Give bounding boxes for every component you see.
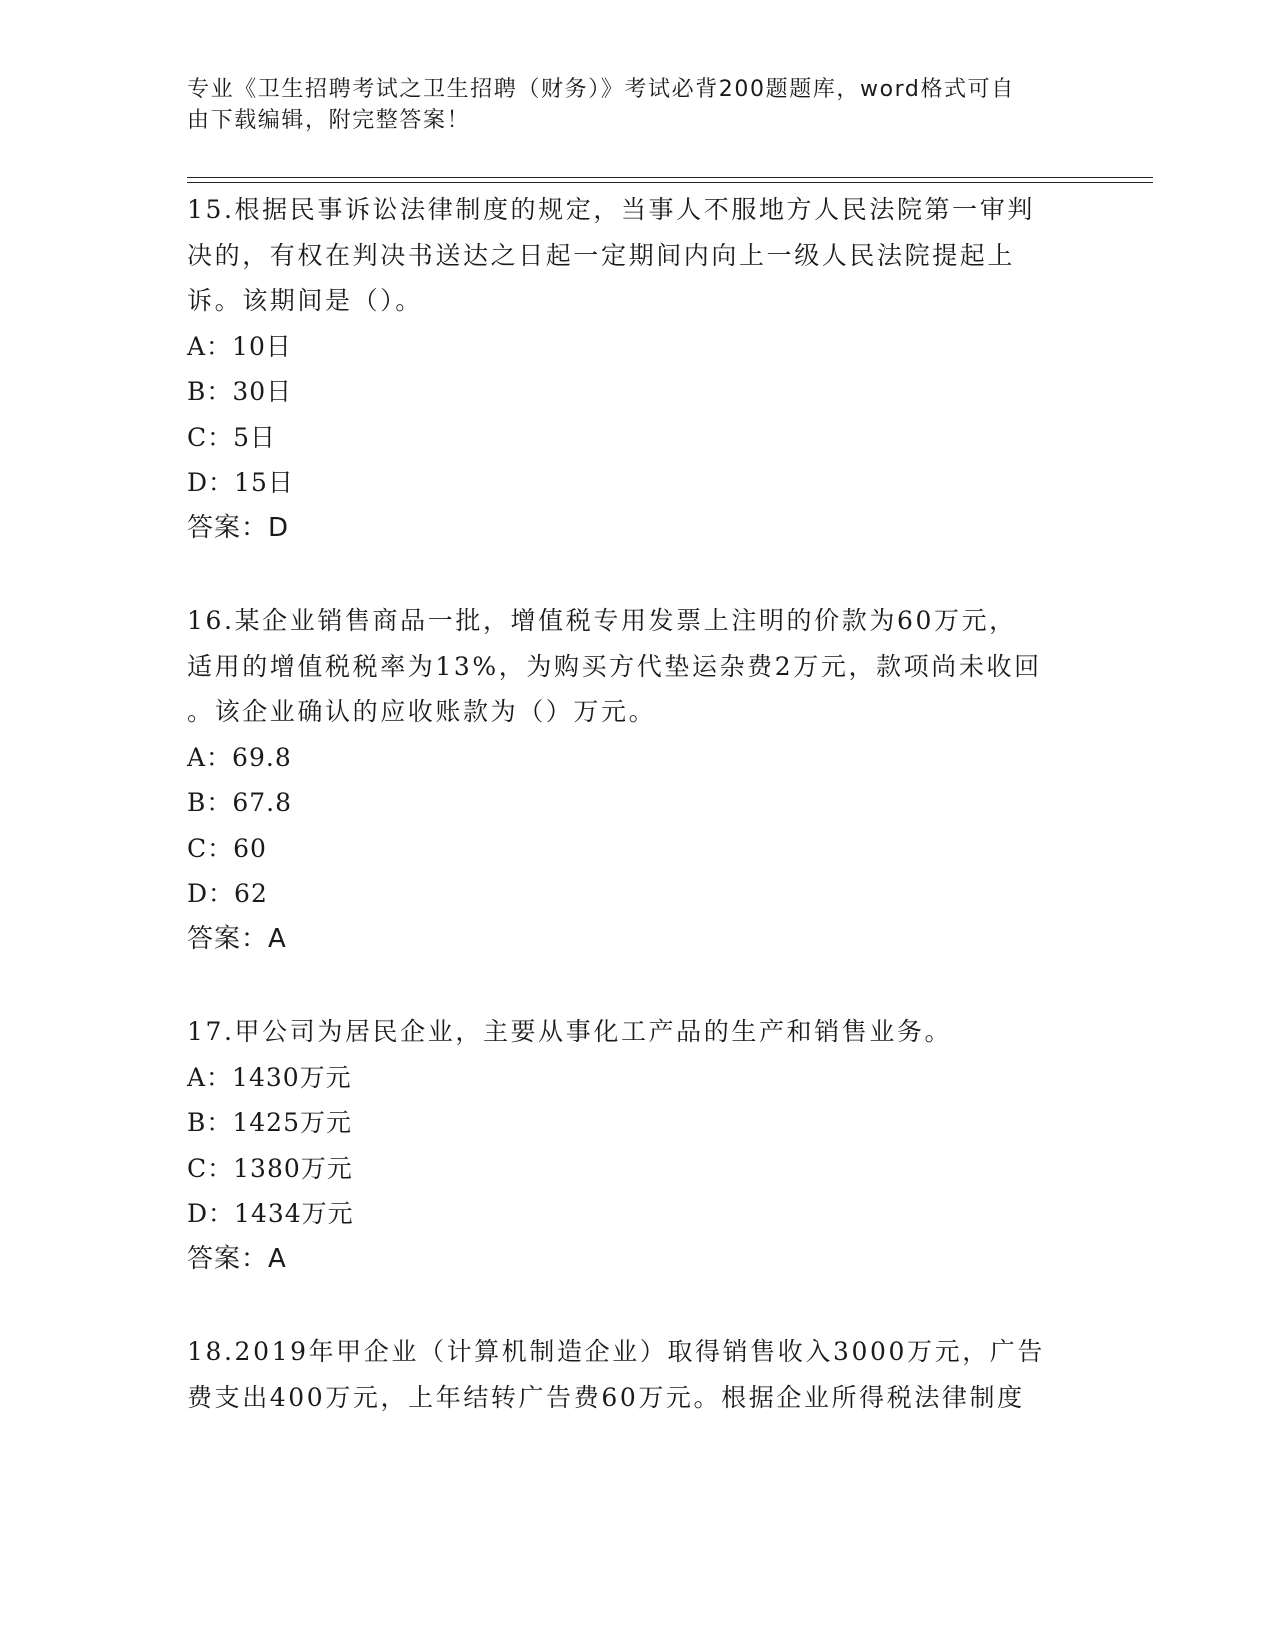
question-17 [187,1009,1087,1282]
question-line: 费支出400万元，上年结转广告费60万元。根据企业所得税法律制度 [187,1382,1025,1412]
question-line: 。该企业确认的应收账款为（）万元。 [187,697,657,726]
question-18 [187,1329,1087,1420]
option-b: B：67.8 [187,788,293,817]
header-divider-bottom [187,182,1153,183]
question-line: 17.甲公司为居民企业，主要从事化工产品的生产和销售业务。 [187,1017,953,1046]
option-d: D：15日 [187,468,294,497]
option-a: A：69.8 [187,742,292,772]
header-line-1: 专业《卫生招聘考试之卫生招聘（财务）》考试必背200题题库，word格式可自 [187,77,1015,102]
option-b: B：1425万元 [187,1108,352,1137]
question-line: 适用的增值税税率为13%，为购买方代垫运杂费2万元，款项尚未收回 [187,651,1042,681]
option-a: A：1430万元 [187,1062,352,1092]
question-line: 16.某企业销售商品一批，增值税专用发票上注明的价款为60万元， [187,606,1017,635]
option-c: C：60 [187,833,267,863]
option-b: B：30日 [187,377,293,406]
option-d: D：1434万元 [187,1199,354,1228]
option-c: C：5日 [187,422,277,452]
option-a: A：10日 [187,331,292,361]
document-header [187,74,1067,136]
header-line-2: 由下载编辑，附完整答案！ [187,108,471,133]
option-d: D：62 [187,879,268,908]
answer-line: 答案：D [187,512,290,543]
option-c: C：1380万元 [187,1153,353,1183]
header-divider-top [187,177,1153,178]
question-line: 诉。该期间是（）。 [187,286,423,315]
question-15 [187,187,1087,551]
question-line: 15.根据民事诉讼法律制度的规定，当事人不服地方人民法院第一审判 [187,195,1035,224]
question-line: 18.2019年甲企业（计算机制造企业）取得销售收入3000万元，广告 [187,1337,1046,1366]
answer-line: 答案：A [187,1243,287,1274]
question-line: 决的，有权在判决书送达之日起一定期间内向上一级人民法院提起上 [187,240,1016,270]
answer-line: 答案：A [187,923,287,954]
question-16 [187,598,1087,962]
